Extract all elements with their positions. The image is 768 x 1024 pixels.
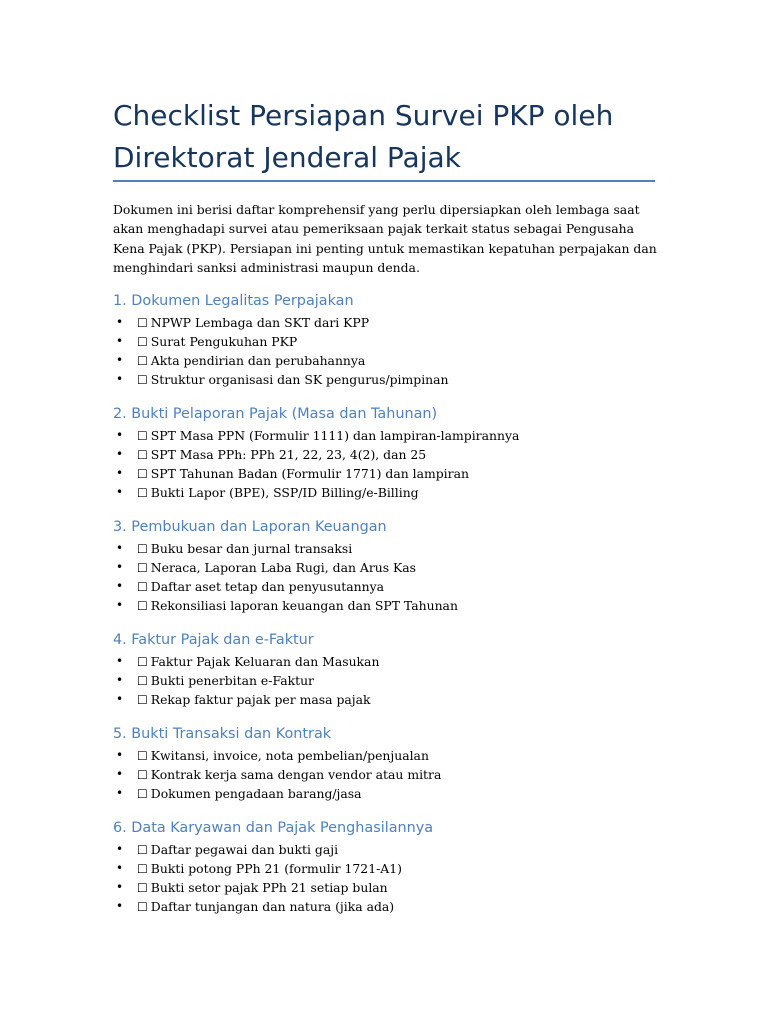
checklist-item (113, 332, 673, 351)
section-heading: 1. Dokumen Legalitas Perpajakan (113, 293, 354, 309)
checklist-item (113, 483, 673, 502)
checklist (113, 652, 673, 709)
bullet-icon: • (116, 428, 124, 442)
checkbox-icon[interactable]: ☐ (137, 862, 148, 876)
bullet-icon: • (116, 579, 124, 593)
item-label: Kwitansi, invoice, nota pembelian/penjualan (150, 748, 429, 763)
item-label: Bukti penerbitan e-Faktur (150, 673, 314, 688)
bullet-icon: • (116, 786, 124, 800)
item-label: Surat Pengukuhan PKP (150, 334, 298, 349)
bullet-icon: • (116, 767, 124, 781)
checklist-item (113, 690, 673, 709)
item-label: Dokumen pengadaan barang/jasa (150, 786, 362, 801)
section-heading: 2. Bukti Pelaporan Pajak (Masa dan Tahunan) (113, 406, 438, 422)
checkbox-icon[interactable]: ☐ (137, 561, 148, 575)
checkbox-icon[interactable]: ☐ (137, 542, 148, 556)
section-pelaporan (113, 404, 673, 502)
bullet-icon: • (116, 466, 124, 480)
section-heading: 4. Faktur Pajak dan e-Faktur (113, 632, 314, 648)
checklist-item (113, 897, 673, 916)
bullet-icon: • (116, 541, 124, 555)
section-faktur (113, 630, 673, 709)
item-label: Bukti setor pajak PPh 21 setiap bulan (150, 880, 388, 895)
checkbox-icon[interactable]: ☐ (137, 655, 148, 669)
checklist-item (113, 577, 673, 596)
checkbox-icon[interactable]: ☐ (137, 693, 148, 707)
checkbox-icon[interactable]: ☐ (137, 599, 148, 613)
checklist (113, 313, 673, 389)
section-karyawan (113, 818, 673, 916)
checkbox-icon[interactable]: ☐ (137, 900, 148, 914)
item-label: Bukti potong PPh 21 (formulir 1721-A1) (150, 861, 402, 876)
checkbox-icon[interactable]: ☐ (137, 881, 148, 895)
checklist (113, 840, 673, 916)
document-title: Checklist Persiapan Survei PKP oleh Direktorat Jenderal Pajak (113, 99, 614, 174)
bullet-icon: • (116, 485, 124, 499)
checkbox-icon[interactable]: ☐ (137, 843, 148, 857)
item-label: Daftar aset tetap dan penyusutannya (150, 579, 384, 594)
section-heading: 6. Data Karyawan dan Pajak Penghasilannya (113, 820, 434, 836)
item-label: Struktur organisasi dan SK pengurus/pimpinan (150, 372, 449, 387)
section-legalitas (113, 291, 673, 389)
checklist-item (113, 878, 673, 897)
checklist-item (113, 351, 673, 370)
checkbox-icon[interactable]: ☐ (137, 486, 148, 500)
bullet-icon: • (116, 748, 124, 762)
checkbox-icon[interactable]: ☐ (137, 316, 148, 330)
checklist-item (113, 313, 673, 332)
intro-paragraph: Dokumen ini berisi daftar komprehensif yang perlu dipersiapkan oleh lembaga saat akan menghadapi survei atau pemeriksaan pajak terkait status sebagai Pengusaha Kena Pajak (PKP). Persiapan ini penting untuk memastikan kepatuhan perpajakan dan menghindari sanksi administrasi maupun denda. (113, 202, 657, 275)
item-label: Buku besar dan jurnal transaksi (150, 541, 353, 556)
checklist-item (113, 671, 673, 690)
bullet-icon: • (116, 692, 124, 706)
bullet-icon: • (116, 842, 124, 856)
checklist-item (113, 464, 673, 483)
checklist-item (113, 558, 673, 577)
item-label: Neraca, Laporan Laba Rugi, dan Arus Kas (150, 560, 417, 575)
title-underline (113, 180, 655, 182)
checkbox-icon[interactable]: ☐ (137, 787, 148, 801)
checklist-item (113, 539, 673, 558)
bullet-icon: • (116, 598, 124, 612)
checklist (113, 426, 673, 502)
section-heading: 5. Bukti Transaksi dan Kontrak (113, 726, 332, 742)
checkbox-icon[interactable]: ☐ (137, 429, 148, 443)
checklist-item (113, 445, 673, 464)
checkbox-icon[interactable]: ☐ (137, 580, 148, 594)
bullet-icon: • (116, 372, 124, 386)
bullet-icon: • (116, 353, 124, 367)
item-label: Faktur Pajak Keluaran dan Masukan (150, 654, 380, 669)
item-label: Daftar pegawai dan bukti gaji (150, 842, 339, 857)
bullet-icon: • (116, 880, 124, 894)
checklist-item (113, 765, 673, 784)
item-label: SPT Masa PPN (Formulir 1111) dan lampiran-lampirannya (150, 428, 520, 443)
item-label: Kontrak kerja sama dengan vendor atau mitra (150, 767, 442, 782)
checkbox-icon[interactable]: ☐ (137, 354, 148, 368)
checkbox-icon[interactable]: ☐ (137, 335, 148, 349)
checklist-item (113, 652, 673, 671)
checklist-item (113, 370, 673, 389)
checklist (113, 746, 673, 803)
bullet-icon: • (116, 673, 124, 687)
checklist (113, 539, 673, 615)
section-transaksi (113, 724, 673, 803)
bullet-icon: • (116, 334, 124, 348)
checkbox-icon[interactable]: ☐ (137, 768, 148, 782)
item-label: Bukti Lapor (BPE), SSP/ID Billing/e-Billing (150, 485, 419, 500)
bullet-icon: • (116, 899, 124, 913)
bullet-icon: • (116, 447, 124, 461)
bullet-icon: • (116, 315, 124, 329)
checkbox-icon[interactable]: ☐ (137, 373, 148, 387)
checklist-item (113, 859, 673, 878)
bullet-icon: • (116, 560, 124, 574)
item-label: SPT Tahunan Badan (Formulir 1771) dan lampiran (150, 466, 469, 481)
checklist-item (113, 596, 673, 615)
item-label: Rekonsiliasi laporan keuangan dan SPT Tahunan (150, 598, 458, 613)
checklist-item (113, 784, 673, 803)
item-label: NPWP Lembaga dan SKT dari KPP (150, 315, 370, 330)
bullet-icon: • (116, 861, 124, 875)
checkbox-icon[interactable]: ☐ (137, 467, 148, 481)
checklist-item (113, 746, 673, 765)
item-label: SPT Masa PPh: PPh 21, 22, 23, 4(2), dan 25 (150, 447, 427, 462)
section-heading: 3. Pembukuan dan Laporan Keuangan (113, 519, 387, 535)
checklist-item (113, 426, 673, 445)
section-pembukuan (113, 517, 673, 615)
checkbox-icon[interactable]: ☐ (137, 448, 148, 462)
item-label: Rekap faktur pajak per masa pajak (150, 692, 371, 707)
checkbox-icon[interactable]: ☐ (137, 674, 148, 688)
item-label: Daftar tunjangan dan natura (jika ada) (150, 899, 395, 914)
checkbox-icon[interactable]: ☐ (137, 749, 148, 763)
bullet-icon: • (116, 654, 124, 668)
item-label: Akta pendirian dan perubahannya (150, 353, 366, 368)
checklist-item (113, 840, 673, 859)
